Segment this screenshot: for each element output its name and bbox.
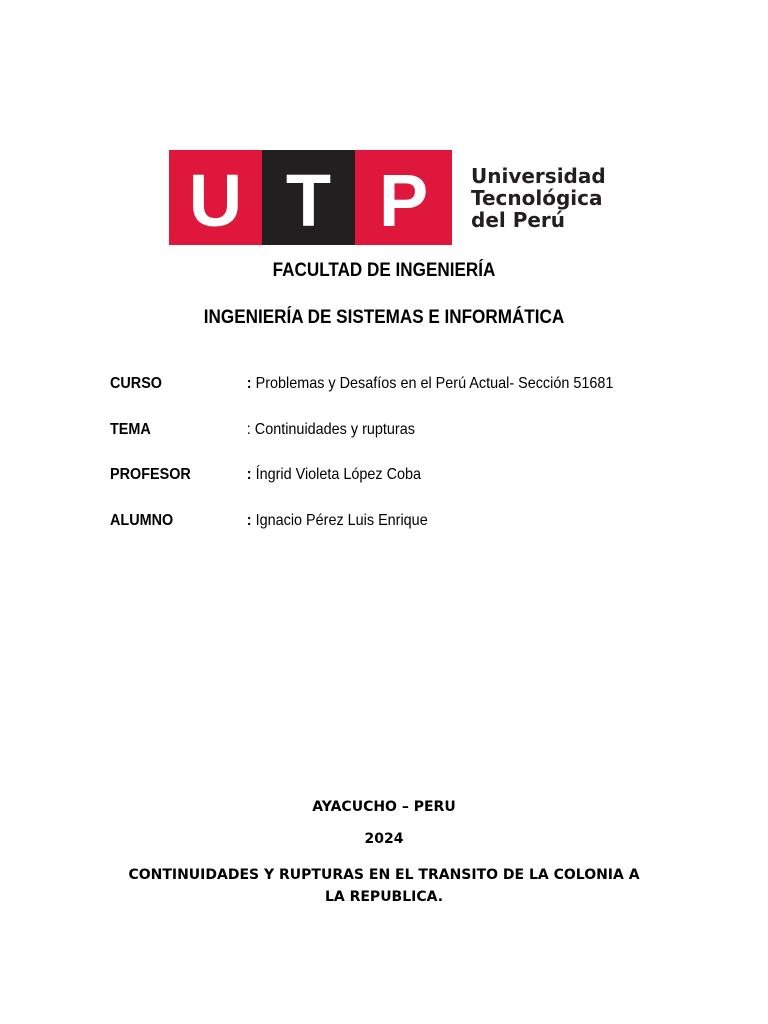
alumno-label: ALUMNO: [110, 512, 174, 529]
tema-value: Continuidades y rupturas: [250, 421, 415, 438]
profesor-label: PROFESOR: [110, 466, 191, 483]
logo-letter-p: P: [378, 159, 429, 242]
profesor-value-wrap: [247, 466, 421, 484]
profesor-value: Íngrid Violeta López Coba: [251, 466, 422, 483]
footer-place: AYACUCHO – PERU: [312, 799, 456, 815]
alumno-colon: :: [246, 512, 252, 529]
footer-title: CONTINUIDADES Y RUPTURAS EN EL TRANSITO DE LA COLONIA A LA REPUBLICA.: [128, 867, 640, 905]
alumno-value: Ignacio Pérez Luis Enrique: [251, 512, 428, 529]
utp-logo-graphic: [169, 150, 609, 245]
profesor-colon: :: [246, 466, 252, 483]
tema-colon: :: [246, 421, 251, 438]
logo-name-line-2: Tecnológica: [471, 186, 603, 210]
tema-label: TEMA: [110, 421, 151, 438]
career-heading: INGENIERÍA DE SISTEMAS E INFORMÁTICA: [203, 307, 565, 328]
curso-label: CURSO: [110, 375, 163, 392]
logo-name-line-3: del Perú: [471, 208, 566, 232]
faculty-heading: FACULTAD DE INGENIERÍA: [272, 260, 496, 281]
logo-letter-u: U: [188, 159, 243, 242]
alumno-value-wrap: [247, 512, 428, 530]
logo-letter-t: T: [285, 159, 332, 242]
curso-value-wrap: [247, 375, 614, 393]
tema-value-wrap: [247, 421, 415, 439]
curso-colon: :: [246, 375, 252, 392]
footer-year: 2024: [364, 831, 404, 847]
logo-name-line-1: Universidad: [471, 164, 606, 188]
curso-value: Problemas y Desafíos en el Perú Actual- Sección 51681: [251, 375, 614, 392]
utp-logo: [169, 150, 609, 245]
